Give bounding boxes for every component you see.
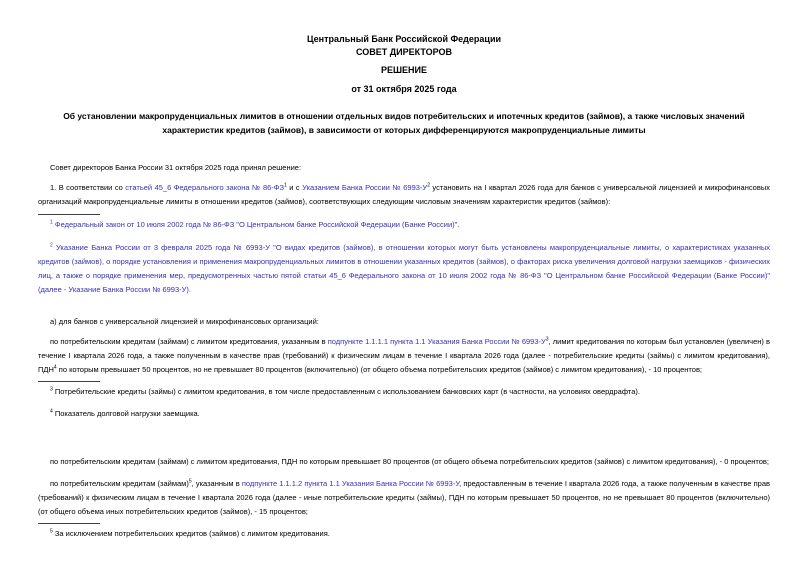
limit-paragraph-0pct: по потребительским кредитам (займам) с лимитом кредитования, ПДН по которым превышает 80 процентов (от общего объема потребительских кредитов (займов) с лимитом кредитования), - 0 процентов;: [50, 457, 770, 466]
link-ukazanie-6993u[interactable]: Указанием Банка России № 6993-У: [302, 183, 428, 192]
limit-paragraph-10pct: [38, 335, 770, 377]
text-run: установить на I квартал 2026 года для банков с универсальной лицензией и микрофинансовых организаций макропруденциальные лимиты в отношении кредитов (займов), соответствующих следующим числовым значениям характеристик кредитов (займов):: [38, 183, 770, 206]
link-footnote-1-law-86fz[interactable]: Федеральный закон от 10 июля 2002 года № 86-ФЗ "О Центральном банке Российской Федерации (Банке России)".: [52, 220, 460, 229]
text-run: по потребительским кредитам (займам): [50, 479, 189, 488]
limit-paragraph-15pct: [38, 477, 770, 519]
footnote-5-marker: 5: [50, 528, 53, 535]
footnote-3: [38, 385, 770, 399]
text-run: , предоставленным в течение I квартала 2026 года, а также полученным в качестве прав (требований) к физическим лицам в течение I квартала 2026 года (далее - иные потребительские кредиты (займы), ПДН по которым превышает 50 процентов, но не превышает 80 процентов (включительно) (от общего объема иных потребительских кредитов (займов), - 15 процентов;: [38, 479, 770, 516]
text-run: , лимит кредитования по которым был установлен (увеличен) в течение I квартала 2026 года, а также полученным в качестве прав (требований) к физическим лицам в течение I квартала 2026 года (далее - потребительские кредиты (займы) с лимитом кредитования), ПДН: [38, 337, 771, 374]
doc-type: РЕШЕНИЕ: [380, 65, 428, 75]
text-run: по потребительским кредитам (займам) с лимитом кредитования, указанным в: [50, 337, 328, 346]
footnote-1-marker[interactable]: 1: [50, 219, 53, 226]
footnote-2-marker[interactable]: 2: [50, 242, 53, 249]
link-subclause-1-1-1-2[interactable]: подпункте 1.1.1.2 пункта 1.1 Указания Банка России № 6993-У: [241, 479, 460, 488]
text-run: 1. В соответствии со: [50, 183, 126, 192]
item-1-paragraph: [38, 181, 770, 209]
footnote-1: [38, 218, 770, 232]
doc-title: Об установлении макропруденциальных лимитов в отношении отдельных видов потребительских и ипотечных кредитов (займов), а также числовых значений характеристик кредитов (займов), в зависимости от которых дифференцируются макропруденциальные лимиты: [63, 111, 745, 135]
doc-date: от 31 октября 2025 года: [351, 84, 457, 94]
footnote-ref-5: 5: [188, 478, 192, 485]
text-run: Показатель долговой нагрузки заемщика.: [52, 409, 200, 418]
footnote-ref-4: 4: [53, 364, 57, 371]
text-run: За исключением потребительских кредитов (займов) с лимитом кредитования.: [52, 529, 330, 538]
footnote-2: [38, 241, 770, 297]
footnote-ref-3: 3: [545, 336, 549, 343]
link-law-86fz-article-45-6[interactable]: статьей 45_6 Федерального закона № 86-ФЗ: [125, 183, 285, 192]
link-subclause-1-1-1-1[interactable]: подпункте 1.1.1.1 пункта 1.1 Указания Банка России № 6993-У: [327, 337, 546, 346]
footnote-4: [38, 407, 770, 421]
text-run: и с: [286, 183, 303, 192]
footnote-ref-2: 2: [427, 182, 430, 189]
text-run: , указанным в: [191, 479, 242, 488]
doc-header: [38, 33, 770, 96]
org-name: Центральный Банк Российской Федерации: [306, 34, 502, 44]
footnote-5: [38, 527, 770, 541]
section-a-heading: а) для банков с универсальной лицензией и микрофинансовых организаций:: [50, 317, 319, 326]
footnote-rule: [38, 523, 100, 524]
text-run: Потребительские кредиты (займы) с лимитом кредитования, в том числе предоставленным с использованием банковских карт (в частности, на условиях овердрафта).: [52, 387, 640, 396]
footnote-rule: [38, 381, 100, 382]
footnote-3-marker: 3: [50, 386, 53, 393]
footnote-ref-1: 1: [284, 182, 287, 189]
footnote-rule: [38, 214, 100, 215]
council-name: СОВЕТ ДИРЕКТОРОВ: [355, 47, 453, 57]
link-footnote-2-ukazanie-6993u[interactable]: Указание Банка России от 3 февраля 2025 года № 6993-У "О видах кредитов (займов), в отношении которых могут быть установлены макропруденциальные лимиты, о характеристиках указанных кредитов (займов), о порядке установления и применения макропруденциальных лимитов в отношении указанных кредитов (займов), о факторах риска увеличения долговой нагрузки заемщиков - физических лиц, а также о порядке применения мер, предусмотренных частью пятой статьи 45_6 Федерального закона от 10 июля 2002 года № 86-ФЗ "О Центральном банке Российской Федерации (Банке России)"(далее - Указание Банка России № 6993-У).: [38, 243, 770, 294]
resolution-intro: Совет директоров Банка России 31 октября 2025 года принял решение:: [50, 163, 302, 172]
text-run: по которым превышает 50 процентов, но не превышает 80 процентов (включительно) (от общего объема потребительских кредитов (займов) с лимитом кредитования), - 10 процентов;: [56, 365, 703, 374]
footnote-4-marker: 4: [50, 408, 53, 415]
